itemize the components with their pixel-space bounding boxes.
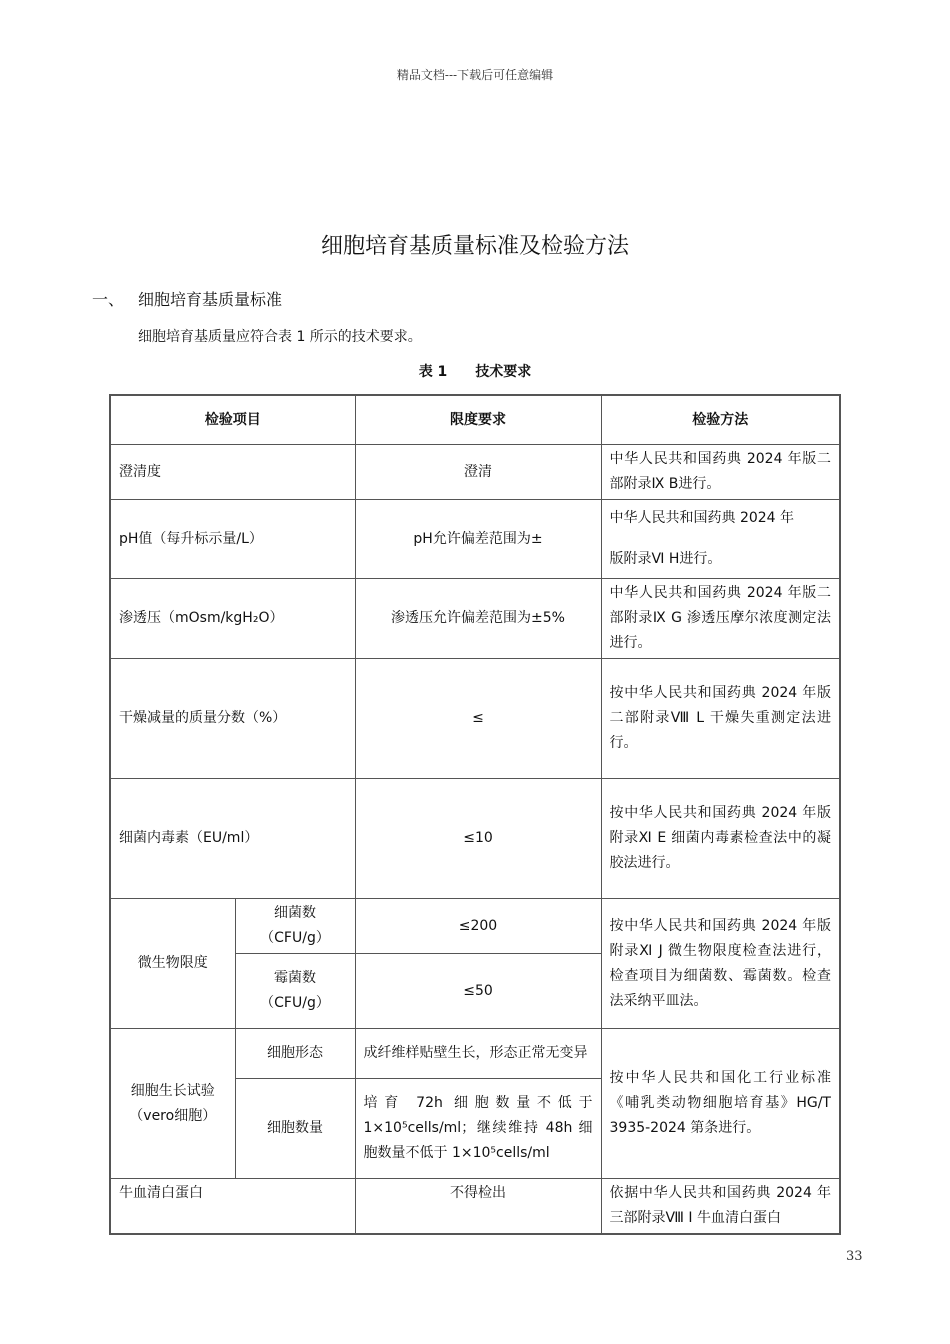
- table-header-row: [110, 395, 840, 445]
- cell-method: 按中华人民共和国药典 2024 年版附录Ⅺ E 细菌内毒素检查法中的凝胶法进行。: [601, 779, 840, 899]
- cell-item: pH值（每升标示量/L）: [110, 500, 355, 579]
- cell-method: 按中华人民共和国药典 2024 年版二部附录Ⅷ L 干燥失重测定法进行。: [601, 659, 840, 779]
- table-caption-title: 技术要求: [475, 364, 532, 380]
- cell-method: [601, 500, 840, 579]
- table-row: [110, 500, 840, 579]
- cell-method: 按中华人民共和国化工行业标准《哺乳类动物细胞培育基》HG/T 3935-2024 第条进行。: [601, 1029, 840, 1179]
- method-line: 版附录Ⅵ H进行。: [609, 551, 722, 567]
- cell-limit: pH允许偏差范围为±: [355, 500, 601, 579]
- table-caption-label: 表 1: [418, 364, 448, 380]
- cell-subitem: 霉菌数（CFU/g）: [235, 954, 355, 1029]
- table-row: [110, 779, 840, 899]
- page-number: 33: [846, 1249, 863, 1264]
- item-line: （vero细胞）: [129, 1107, 217, 1124]
- cell-subitem: 细菌数（CFU/g）: [235, 899, 355, 954]
- intro-paragraph: 细胞培育基质量应符合表 1 所示的技术要求。: [138, 329, 422, 345]
- header-limit: 限度要求: [355, 395, 601, 445]
- table-caption: [0, 361, 950, 381]
- cell-limit: ≤50: [355, 954, 601, 1029]
- item-line: 细胞生长试验: [130, 1082, 215, 1099]
- cell-limit: ≤10: [355, 779, 601, 899]
- cell-method: 依据中华人民共和国药典 2024 年三部附录Ⅷ I 牛血清白蛋白: [601, 1179, 840, 1235]
- cell-item: 干燥减量的质量分数（%）: [110, 659, 355, 779]
- document-title: 细胞培育基质量标准及检验方法: [320, 234, 629, 259]
- requirements-table: [109, 394, 841, 1235]
- cell-limit: 渗透压允许偏差范围为±5%: [355, 579, 601, 659]
- header-item: 检验项目: [110, 395, 355, 445]
- table-row: [110, 445, 840, 500]
- section-number: 一、: [92, 290, 125, 309]
- cell-limit: 培育 72h 细胞数量不低于 1×10⁵cells/ml；继续维持 48h 细胞数量不低于 1×10⁵cells/ml: [355, 1079, 601, 1179]
- cell-method: 中华人民共和国药典 2024 年版二部附录Ⅸ B进行。: [601, 445, 840, 500]
- cell-item: 渗透压（mOsm/kgH₂O）: [110, 579, 355, 659]
- cell-subitem: 细胞形态: [235, 1029, 355, 1079]
- section-heading: [92, 287, 282, 310]
- cell-item: 细菌内毒素（EU/ml）: [110, 779, 355, 899]
- table-row: [110, 659, 840, 779]
- table-row: [110, 899, 840, 954]
- table-row: [110, 1029, 840, 1079]
- table-row: [110, 1179, 840, 1235]
- header-method: 检验方法: [601, 395, 840, 445]
- method-line: 中华人民共和国药典 2024 年: [609, 510, 795, 526]
- cell-subitem: 细胞数量: [235, 1079, 355, 1179]
- cell-method: 中华人民共和国药典 2024 年版二部附录Ⅸ G 渗透压摩尔浓度测定法进行。: [601, 579, 840, 659]
- cell-limit: ≤: [355, 659, 601, 779]
- cell-item: 牛血清白蛋白: [110, 1179, 355, 1235]
- table-row: [110, 579, 840, 659]
- cell-limit: 澄清: [355, 445, 601, 500]
- page-header: 精品文档---下载后可任意编辑: [396, 68, 554, 82]
- cell-item: 澄清度: [110, 445, 355, 500]
- cell-item: [110, 1029, 235, 1179]
- cell-limit: ≤200: [355, 899, 601, 954]
- cell-limit: 不得检出: [355, 1179, 601, 1235]
- section-title: 细胞培育基质量标准: [138, 290, 283, 309]
- cell-method: 按中华人民共和国药典 2024 年版附录Ⅺ J 微生物限度检查法进行，检查项目为细菌数、霉菌数。检查法采纳平皿法。: [601, 899, 840, 1029]
- cell-limit: 成纤维样贴壁生长，形态正常无变异: [355, 1029, 601, 1079]
- cell-item: 微生物限度: [110, 899, 235, 1029]
